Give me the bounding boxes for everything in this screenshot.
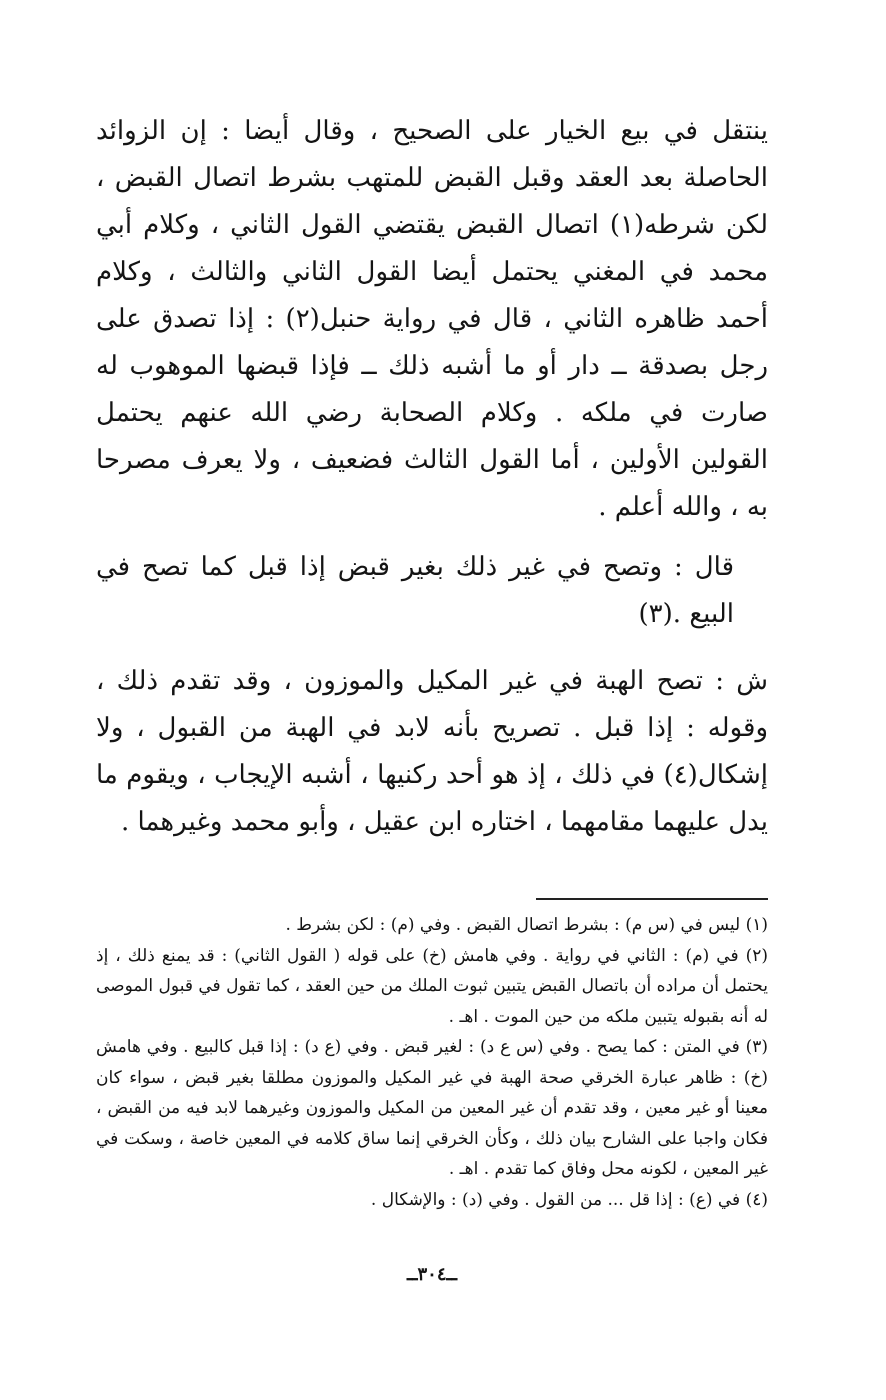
- footnote-3: (٣) في المتن : كما يصح . وفي (س ع د) : لغير قبض . وفي (ع د) : إذا قبل كالبيع . وفي هامش (خ) : ظاهر عبارة الخرقي صحة الهبة في غير المكيل والموزون مطلقا بغير قبض ، سواء كان معينا أو غير معين ، وقد تقدم أن غير المعين من المكيل والموزون وغيرهما لابد فيه من القبض ، فكان واجبا على الشارح بيان ذلك ، وكأن الخرقي إنما ساق كلامه في المعين خاصة ، وسكت في غير المعين ، لكونه محل وفاق كما تقدم . اهـ .: [96, 1037, 768, 1179]
- paragraph-text: ش : تصح الهبة في غير المكيل والموزون ، وقد تقدم ذلك ، وقوله : إذا قبل . تصريح بأنه لابد في الهبة من القبول ، ولا إشكال(٤) في ذلك ، إذ هو أحد ركنيها ، أشبه الإيجاب ، ويقوم ما يدل عليهما مقامهما ، اختاره ابن عقيل ، وأبو محمد وغيرهما .: [96, 666, 768, 837]
- paragraph-2: [96, 544, 768, 638]
- paragraph-1: [96, 108, 768, 540]
- footnote-separator: [536, 898, 768, 900]
- paragraph-text: ينتقل في بيع الخيار على الصحيح ، وقال أيضا : إن الزوائد الحاصلة بعد العقد وقبل القبض للمتهب بشرط اتصال القبض ، لكن شرطه(١) اتصال القبض يقتضي القول الثاني ، وكلام أبي محمد في المغني يحتمل أيضا القول الثاني والثالث ، وكلام أحمد ظاهره الثاني ، قال في رواية حنبل(٢) : إذا تصدق على رجل بصدقة ــ دار أو ما أشبه ذلك ــ فإذا قبضها الموهوب له صارت في ملكه . وكلام الصحابة رضي الله عنهم يحتمل القولين الأولين ، أما القول الثالث فضعيف ، ولا يعرف مصرحا به ، والله أعلم .: [96, 116, 768, 522]
- document-page: [96, 108, 768, 1338]
- footnote-1: (١) ليس في (س م) : بشرط اتصال القبض . وفي (م) : لكن بشرط .: [285, 915, 768, 935]
- paragraph-text: قال : وتصح في غير ذلك بغير قبض إذا قبل كما تصح في البيع .(٣): [96, 552, 734, 629]
- main-text: [96, 108, 768, 893]
- footnotes: [96, 910, 768, 1215]
- page-number: ــ٣٠٤ــ: [406, 1264, 458, 1285]
- footnote-2: (٢) في (م) : الثاني في رواية . وفي هامش (خ) على قوله ( القول الثاني) : قد يمنع ذلك ، إذ يحتمل أن مراده أن باتصال القبض يتبين ثبوت الملك من حين العقد ، كما تقول في قبول الموصى له أنه بقبوله يتبين ملكه من حين الموت . اهـ .: [96, 945, 768, 1027]
- paragraph-3: [96, 658, 768, 893]
- footnote-4: (٤) في (ع) : إذا قل ... من القول . وفي (د) : والإشكال .: [370, 1189, 768, 1210]
